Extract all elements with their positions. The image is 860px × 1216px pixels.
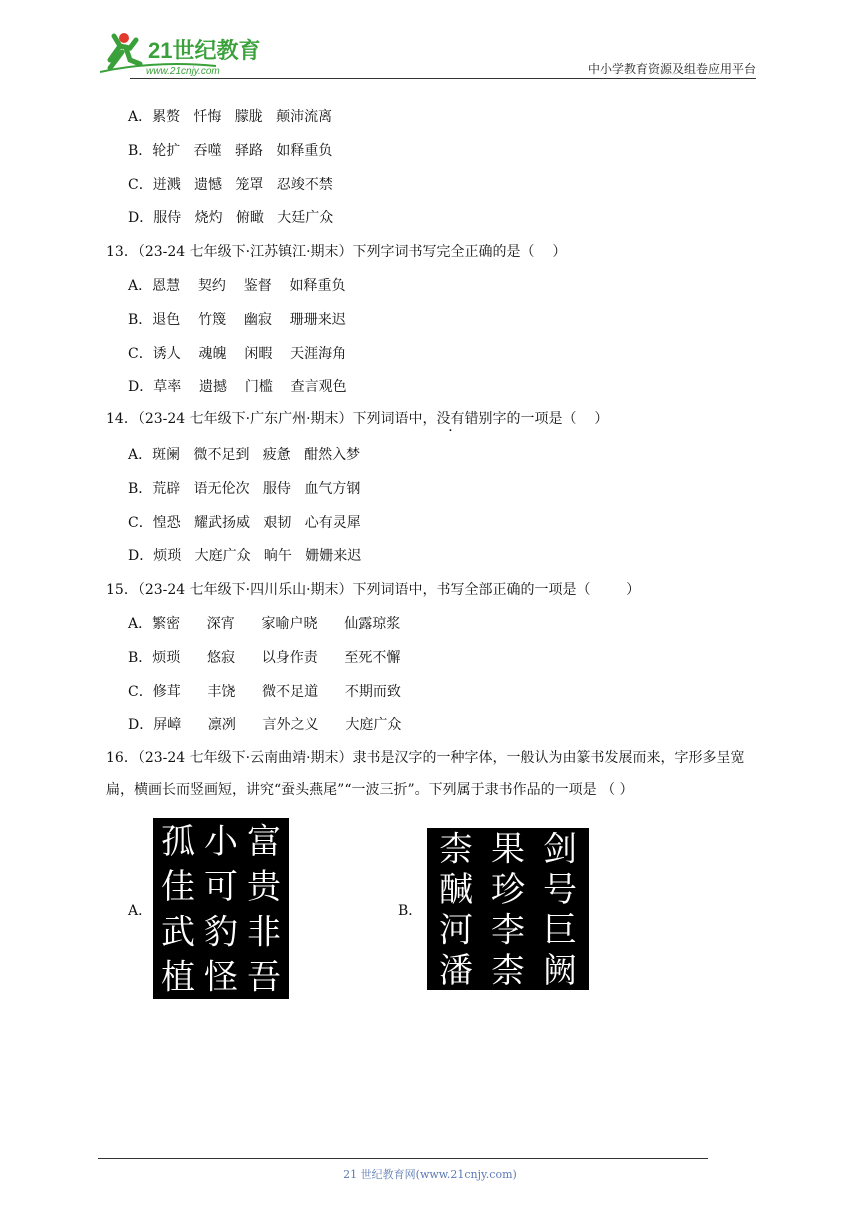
q14-option-b: B．荒辟 语无伦次 服侍 血气方钢 (128, 481, 361, 497)
q14-stem-before: 14．（23-24 七年级下·广东广州·期末）下列词语中， (106, 411, 437, 427)
q16-image-a-char: 豹 (204, 912, 238, 953)
q16-image-b-char: 果 (491, 829, 525, 870)
q16-image-b (427, 828, 589, 990)
q14-stem-after: 错别字的一项是（ ） (464, 411, 609, 427)
q16-image-a-char: 可 (204, 867, 238, 908)
q16-image-b-char: 阙 (543, 950, 577, 990)
q16-stem: 16．（23-24 七年级下·云南曲靖·期末）隶书是汉字的一种字体，一般认为由篆书发展而来，字形多呈宽扁，横画长而竖画短，讲究“蚕头燕尾”“一波三折”。下列属于隶书作品的一项是 （ ） (106, 750, 745, 798)
q16-image-a-char: 非 (247, 912, 281, 953)
q16-image-a-char: 小 (204, 821, 238, 862)
q16-image-b-char: 醎 (439, 869, 473, 910)
q13-option-d: D．草率 遗撼 门槛 查言观色 (128, 379, 347, 395)
q16-image-b-char: 潘 (439, 950, 473, 990)
q16-image-a-char: 贵 (247, 867, 281, 908)
logo-text: 21世纪教育 (148, 38, 261, 63)
q14-option-c: C．惶恐 耀武扬威 艰韧 心有灵犀 (128, 515, 361, 531)
q15-option-a: A．繁密 深宵 家喻户晓 仙露琼浆 (128, 616, 401, 632)
logo-runner-head (119, 33, 129, 43)
q16-image-b-char: 号 (543, 869, 577, 910)
q16-option-b-label: B． (398, 903, 423, 919)
q15-option-d: D．屏嶂 凛冽 言外之义 大庭广众 (128, 717, 402, 733)
footer-divider (98, 1158, 708, 1159)
page-header (0, 0, 860, 80)
platform-name: 中小学教育资源及组卷应用平台 (587, 62, 756, 76)
q16-image-b-char: 柰 (439, 829, 473, 870)
q13-option-a: A．恩慧 契约 鉴督 如释重负 (128, 278, 346, 294)
q16-image-b-char: 李 (491, 910, 525, 951)
q15-stem: 15．（23-24 七年级下·四川乐山·期末）下列词语中，书写全部正确的一项是（ ） (106, 582, 641, 598)
header-divider (130, 78, 756, 79)
q14-option-d: D．烦琐 大庭广众 晌午 姗姗来迟 (128, 548, 362, 564)
q13-option-b: B．退色 竹篾 幽寂 珊珊来迟 (128, 312, 346, 328)
q16-image-a-char: 武 (161, 912, 195, 953)
q16-image-a-char: 植 (161, 957, 195, 998)
q16-image-a-char: 孤 (161, 821, 195, 862)
logo-url: www.21cnjy.com (146, 66, 220, 77)
q16-image-a-char: 怪 (204, 957, 238, 998)
q14-stem-emphasis: 没有 (436, 411, 465, 427)
q16-image-b-char: 剑 (543, 829, 577, 870)
q12-option-c: C．迸溅 遗憾 笼罩 忍竣不禁 (128, 177, 333, 193)
q16-image-b-char: 柰 (491, 950, 525, 990)
q16-image-b-char: 珍 (491, 869, 525, 910)
q13-stem: 13．（23-24 七年级下·江苏镇江·期末）下列字词书写完全正确的是（ ） (106, 244, 567, 260)
q16-image-b-char: 巨 (543, 910, 577, 951)
q14-stem (106, 408, 608, 428)
q16-image-a-char: 吾 (247, 957, 281, 998)
q16-image-a-char: 佳 (161, 867, 195, 908)
q16-image-a-columns (161, 822, 283, 998)
q16-image-b-char: 河 (439, 910, 473, 951)
q15-option-b: B．烦琐 悠寂 以身作责 至死不懈 (128, 650, 401, 666)
q16-image-a-char: 富 (247, 821, 281, 862)
q12-option-b: B．轮扩 吞噬 驿路 如释重负 (128, 143, 333, 159)
q16-option-a-label: A． (128, 903, 153, 919)
q16-image-a (153, 818, 289, 999)
q15-option-c: C．修茸 丰饶 微不足道 不期而致 (128, 684, 401, 700)
q12-option-d: D．服侍 烧灼 俯瞰 大廷广众 (128, 210, 334, 226)
q16-image-b-columns (439, 829, 577, 990)
q12-option-a: A．累赘 忏悔 朦胧 颠沛流离 (128, 109, 333, 125)
q14-option-a: A．斑阑 微不足到 疲惫 酣然入梦 (128, 447, 361, 463)
q13-option-c: C．诱人 魂魄 闲暇 天涯海角 (128, 346, 347, 362)
footer-text: 21 世纪教育网(www.21cnjy.com) (343, 1168, 517, 1181)
site-logo (96, 30, 266, 78)
